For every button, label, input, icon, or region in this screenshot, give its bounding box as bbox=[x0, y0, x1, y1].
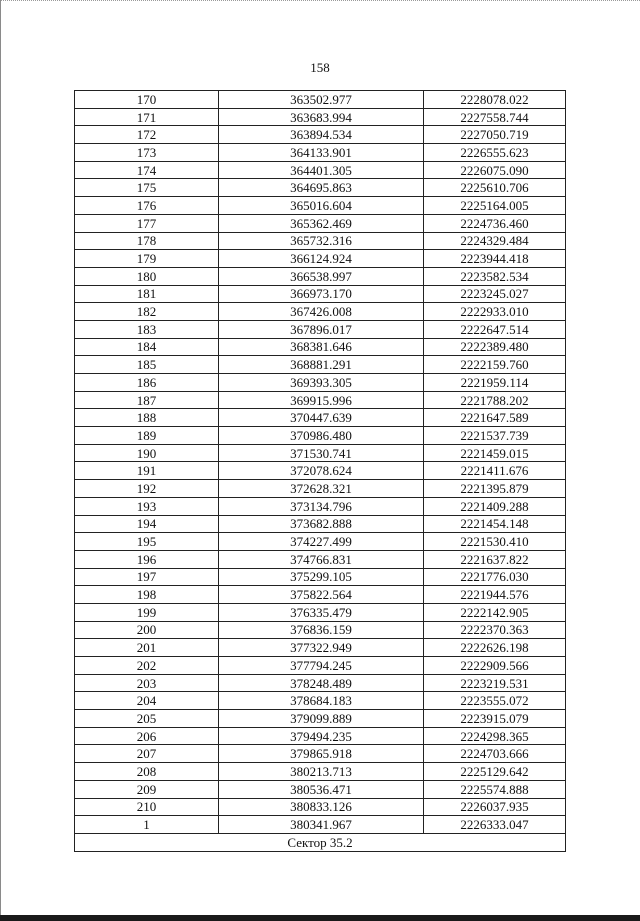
table-row bbox=[75, 232, 566, 250]
point-number-cell: 179 bbox=[75, 250, 219, 268]
y-coordinate-cell: 2226075.090 bbox=[424, 161, 566, 179]
x-coordinate-cell: 371530.741 bbox=[219, 444, 424, 462]
x-coordinate-cell: 367426.008 bbox=[219, 303, 424, 321]
table-row bbox=[75, 603, 566, 621]
y-coordinate-cell: 2224329.484 bbox=[424, 232, 566, 250]
x-coordinate-cell: 366124.924 bbox=[219, 250, 424, 268]
y-coordinate-cell: 2222933.010 bbox=[424, 303, 566, 321]
x-coordinate-cell: 370447.639 bbox=[219, 409, 424, 427]
x-coordinate-cell: 366538.997 bbox=[219, 267, 424, 285]
x-coordinate-cell: 368881.291 bbox=[219, 356, 424, 374]
y-coordinate-cell: 2222389.480 bbox=[424, 338, 566, 356]
y-coordinate-cell: 2221537.739 bbox=[424, 427, 566, 445]
table-row bbox=[75, 533, 566, 551]
page-number: 158 bbox=[310, 60, 330, 75]
y-coordinate-cell: 2223582.534 bbox=[424, 267, 566, 285]
table-row bbox=[75, 462, 566, 480]
table-row bbox=[75, 763, 566, 781]
point-number-cell: 184 bbox=[75, 338, 219, 356]
y-coordinate-cell: 2223219.531 bbox=[424, 674, 566, 692]
point-number-cell: 192 bbox=[75, 480, 219, 498]
table-row bbox=[75, 320, 566, 338]
table-row bbox=[75, 250, 566, 268]
x-coordinate-cell: 379865.918 bbox=[219, 745, 424, 763]
y-coordinate-cell: 2221647.589 bbox=[424, 409, 566, 427]
point-number-cell: 208 bbox=[75, 763, 219, 781]
point-number-cell: 174 bbox=[75, 161, 219, 179]
table-row bbox=[75, 409, 566, 427]
point-number-cell: 175 bbox=[75, 179, 219, 197]
y-coordinate-cell: 2221409.288 bbox=[424, 497, 566, 515]
point-number-cell: 200 bbox=[75, 621, 219, 639]
x-coordinate-cell: 372628.321 bbox=[219, 480, 424, 498]
point-number-cell: 209 bbox=[75, 780, 219, 798]
table-row bbox=[75, 497, 566, 515]
y-coordinate-cell: 2223555.072 bbox=[424, 692, 566, 710]
point-number-cell: 193 bbox=[75, 497, 219, 515]
table-row bbox=[75, 480, 566, 498]
y-coordinate-cell: 2225574.888 bbox=[424, 780, 566, 798]
y-coordinate-cell: 2221454.148 bbox=[424, 515, 566, 533]
x-coordinate-cell: 364695.863 bbox=[219, 179, 424, 197]
x-coordinate-cell: 376836.159 bbox=[219, 621, 424, 639]
x-coordinate-cell: 380213.713 bbox=[219, 763, 424, 781]
y-coordinate-cell: 2224736.460 bbox=[424, 214, 566, 232]
x-coordinate-cell: 380833.126 bbox=[219, 798, 424, 816]
y-coordinate-cell: 2224298.365 bbox=[424, 727, 566, 745]
point-number-cell: 191 bbox=[75, 462, 219, 480]
point-number-cell: 206 bbox=[75, 727, 219, 745]
y-coordinate-cell: 2221944.576 bbox=[424, 586, 566, 604]
table-row bbox=[75, 338, 566, 356]
y-coordinate-cell: 2226037.935 bbox=[424, 798, 566, 816]
x-coordinate-cell: 364133.901 bbox=[219, 144, 424, 162]
y-coordinate-cell: 2227050.719 bbox=[424, 126, 566, 144]
y-coordinate-cell: 2222647.514 bbox=[424, 320, 566, 338]
table-row bbox=[75, 586, 566, 604]
y-coordinate-cell: 2223245.027 bbox=[424, 285, 566, 303]
x-coordinate-cell: 380341.967 bbox=[219, 816, 424, 834]
sector-row bbox=[75, 833, 566, 851]
y-coordinate-cell: 2221788.202 bbox=[424, 391, 566, 409]
point-number-cell: 210 bbox=[75, 798, 219, 816]
y-coordinate-cell: 2225164.005 bbox=[424, 197, 566, 215]
coordinates-table bbox=[74, 90, 566, 852]
table-row bbox=[75, 303, 566, 321]
table-row bbox=[75, 710, 566, 728]
table-row bbox=[75, 674, 566, 692]
x-coordinate-cell: 379099.889 bbox=[219, 710, 424, 728]
table-row bbox=[75, 179, 566, 197]
x-coordinate-cell: 369915.996 bbox=[219, 391, 424, 409]
y-coordinate-cell: 2221637.822 bbox=[424, 550, 566, 568]
table-row bbox=[75, 356, 566, 374]
point-number-cell: 188 bbox=[75, 409, 219, 427]
y-coordinate-cell: 2223944.418 bbox=[424, 250, 566, 268]
x-coordinate-cell: 363894.534 bbox=[219, 126, 424, 144]
point-number-cell: 201 bbox=[75, 639, 219, 657]
x-coordinate-cell: 364401.305 bbox=[219, 161, 424, 179]
point-number-cell: 172 bbox=[75, 126, 219, 144]
x-coordinate-cell: 379494.235 bbox=[219, 727, 424, 745]
point-number-cell: 190 bbox=[75, 444, 219, 462]
table-row bbox=[75, 444, 566, 462]
x-coordinate-cell: 365732.316 bbox=[219, 232, 424, 250]
x-coordinate-cell: 374766.831 bbox=[219, 550, 424, 568]
x-coordinate-cell: 363683.994 bbox=[219, 108, 424, 126]
point-number-cell: 198 bbox=[75, 586, 219, 604]
table-row bbox=[75, 816, 566, 834]
point-number-cell: 196 bbox=[75, 550, 219, 568]
point-number-cell: 171 bbox=[75, 108, 219, 126]
point-number-cell: 202 bbox=[75, 657, 219, 675]
x-coordinate-cell: 367896.017 bbox=[219, 320, 424, 338]
x-coordinate-cell: 370986.480 bbox=[219, 427, 424, 445]
x-coordinate-cell: 369393.305 bbox=[219, 374, 424, 392]
table-row bbox=[75, 657, 566, 675]
table-row bbox=[75, 374, 566, 392]
y-coordinate-cell: 2228078.022 bbox=[424, 91, 566, 109]
y-coordinate-cell: 2222370.363 bbox=[424, 621, 566, 639]
point-number-cell: 1 bbox=[75, 816, 219, 834]
point-number-cell: 173 bbox=[75, 144, 219, 162]
point-number-cell: 170 bbox=[75, 91, 219, 109]
point-number-cell: 203 bbox=[75, 674, 219, 692]
x-coordinate-cell: 373682.888 bbox=[219, 515, 424, 533]
table-row bbox=[75, 515, 566, 533]
table-row bbox=[75, 267, 566, 285]
x-coordinate-cell: 365362.469 bbox=[219, 214, 424, 232]
x-coordinate-cell: 377322.949 bbox=[219, 639, 424, 657]
x-coordinate-cell: 366973.170 bbox=[219, 285, 424, 303]
x-coordinate-cell: 373134.796 bbox=[219, 497, 424, 515]
table-row bbox=[75, 639, 566, 657]
point-number-cell: 195 bbox=[75, 533, 219, 551]
point-number-cell: 207 bbox=[75, 745, 219, 763]
y-coordinate-cell: 2222142.905 bbox=[424, 603, 566, 621]
y-coordinate-cell: 2221530.410 bbox=[424, 533, 566, 551]
table-row bbox=[75, 427, 566, 445]
point-number-cell: 181 bbox=[75, 285, 219, 303]
table-row bbox=[75, 727, 566, 745]
x-coordinate-cell: 375299.105 bbox=[219, 568, 424, 586]
page-top-edge bbox=[0, 0, 640, 3]
y-coordinate-cell: 2225610.706 bbox=[424, 179, 566, 197]
point-number-cell: 177 bbox=[75, 214, 219, 232]
table-row bbox=[75, 144, 566, 162]
y-coordinate-cell: 2222159.760 bbox=[424, 356, 566, 374]
x-coordinate-cell: 377794.245 bbox=[219, 657, 424, 675]
table-row bbox=[75, 285, 566, 303]
table-row bbox=[75, 197, 566, 215]
table-row bbox=[75, 550, 566, 568]
page-left-edge bbox=[0, 0, 3, 921]
point-number-cell: 205 bbox=[75, 710, 219, 728]
point-number-cell: 186 bbox=[75, 374, 219, 392]
sector-label: Сектор 35.2 bbox=[75, 833, 566, 851]
point-number-cell: 182 bbox=[75, 303, 219, 321]
y-coordinate-cell: 2221411.676 bbox=[424, 462, 566, 480]
coordinates-table-body bbox=[75, 91, 566, 834]
point-number-cell: 176 bbox=[75, 197, 219, 215]
table-row bbox=[75, 745, 566, 763]
table-row bbox=[75, 161, 566, 179]
point-number-cell: 197 bbox=[75, 568, 219, 586]
y-coordinate-cell: 2226333.047 bbox=[424, 816, 566, 834]
point-number-cell: 178 bbox=[75, 232, 219, 250]
table-row bbox=[75, 780, 566, 798]
x-coordinate-cell: 368381.646 bbox=[219, 338, 424, 356]
page-bottom-edge bbox=[0, 915, 640, 921]
x-coordinate-cell: 375822.564 bbox=[219, 586, 424, 604]
point-number-cell: 189 bbox=[75, 427, 219, 445]
y-coordinate-cell: 2226555.623 bbox=[424, 144, 566, 162]
table-row bbox=[75, 126, 566, 144]
y-coordinate-cell: 2225129.642 bbox=[424, 763, 566, 781]
table-row bbox=[75, 568, 566, 586]
point-number-cell: 199 bbox=[75, 603, 219, 621]
y-coordinate-cell: 2221959.114 bbox=[424, 374, 566, 392]
y-coordinate-cell: 2221395.879 bbox=[424, 480, 566, 498]
y-coordinate-cell: 2222909.566 bbox=[424, 657, 566, 675]
point-number-cell: 180 bbox=[75, 267, 219, 285]
point-number-cell: 194 bbox=[75, 515, 219, 533]
x-coordinate-cell: 376335.479 bbox=[219, 603, 424, 621]
table-row bbox=[75, 692, 566, 710]
x-coordinate-cell: 365016.604 bbox=[219, 197, 424, 215]
x-coordinate-cell: 378248.489 bbox=[219, 674, 424, 692]
y-coordinate-cell: 2224703.666 bbox=[424, 745, 566, 763]
table-row bbox=[75, 91, 566, 109]
table-row bbox=[75, 621, 566, 639]
y-coordinate-cell: 2221459.015 bbox=[424, 444, 566, 462]
table-row bbox=[75, 798, 566, 816]
x-coordinate-cell: 374227.499 bbox=[219, 533, 424, 551]
y-coordinate-cell: 2221776.030 bbox=[424, 568, 566, 586]
point-number-cell: 183 bbox=[75, 320, 219, 338]
y-coordinate-cell: 2227558.744 bbox=[424, 108, 566, 126]
y-coordinate-cell: 2223915.079 bbox=[424, 710, 566, 728]
x-coordinate-cell: 372078.624 bbox=[219, 462, 424, 480]
point-number-cell: 185 bbox=[75, 356, 219, 374]
table-row bbox=[75, 108, 566, 126]
x-coordinate-cell: 378684.183 bbox=[219, 692, 424, 710]
table-row bbox=[75, 391, 566, 409]
x-coordinate-cell: 363502.977 bbox=[219, 91, 424, 109]
point-number-cell: 187 bbox=[75, 391, 219, 409]
point-number-cell: 204 bbox=[75, 692, 219, 710]
y-coordinate-cell: 2222626.198 bbox=[424, 639, 566, 657]
x-coordinate-cell: 380536.471 bbox=[219, 780, 424, 798]
table-row bbox=[75, 214, 566, 232]
